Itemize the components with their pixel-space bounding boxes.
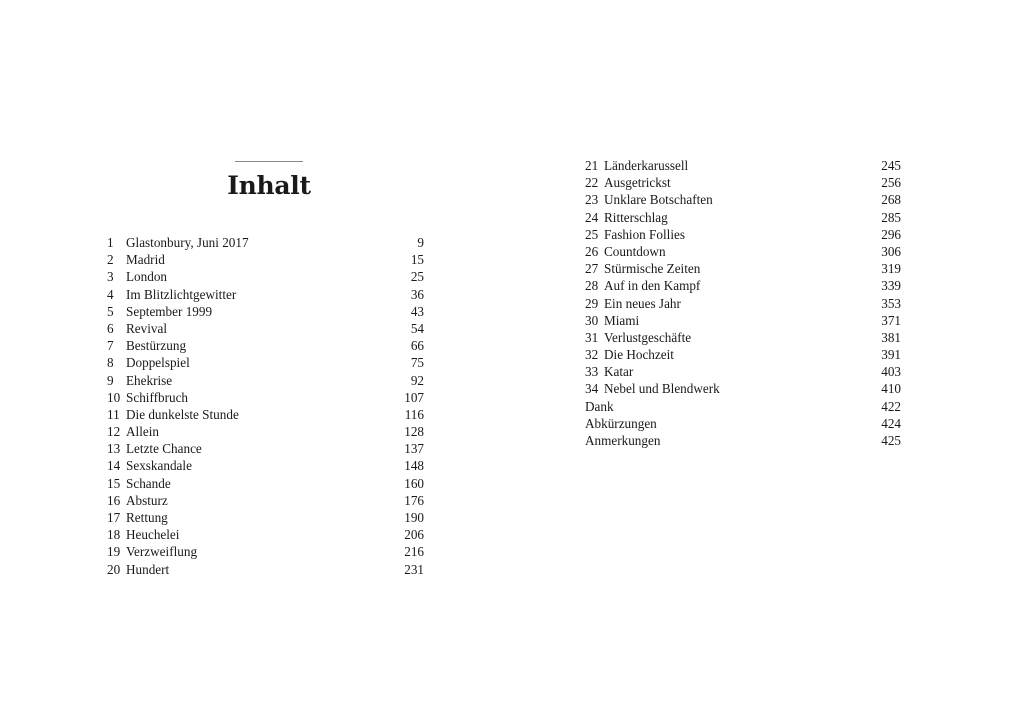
toc-chapter-title: Abkürzungen [585,415,657,431]
toc-page-number: 148 [404,458,424,474]
toc-chapter-title: Schiffbruch [126,389,189,405]
toc-entry [107,440,424,457]
toc-entry [107,389,424,406]
toc-page-number: 128 [404,424,424,440]
toc-list-right [585,157,901,449]
toc-entry [107,286,424,303]
toc-page-number: 381 [881,329,901,345]
toc-page-number: 256 [881,175,901,191]
toc-page-number: 410 [881,381,901,397]
toc-page-number: 231 [404,561,424,577]
toc-chapter-number: 28 [585,278,599,294]
toc-chapter-number: 20 [107,561,121,577]
toc-page-number: 54 [410,320,424,336]
toc-entry [107,337,424,354]
toc-chapter-title: Sexskandale [126,458,192,474]
toc-page-number: 425 [881,433,901,448]
toc-entry [585,415,901,432]
toc-page-number: 424 [881,415,901,431]
toc-entry [585,398,901,415]
toc-entry [107,475,424,492]
toc-chapter-title: Letzte Chance [126,441,202,457]
toc-page-number: 422 [881,398,901,414]
toc-page-number: 306 [881,243,901,259]
toc-page-number: 75 [410,355,424,371]
toc-chapter-number: 14 [107,458,121,474]
toc-chapter-number: 5 [107,303,114,319]
toc-chapter-number: 1 [107,235,114,250]
toc-chapter-number: 22 [585,175,599,191]
toc-chapter-title: Doppelspiel [126,355,190,371]
toc-page-number: 176 [404,492,424,508]
toc-chapter-number: 24 [585,209,599,225]
toc-page-number: 92 [410,372,424,388]
right-page [510,0,1020,721]
toc-chapter-title: Die dunkelste Stunde [126,406,239,422]
toc-chapter-title: Auf in den Kampf [604,278,701,294]
toc-chapter-number: 32 [585,347,599,363]
toc-chapter-title: Dank [585,398,614,414]
toc-page-number: 371 [881,312,901,328]
toc-page-number: 268 [881,192,901,208]
toc-entry [107,457,424,474]
toc-entry [107,234,424,251]
toc-page-number: 66 [410,338,424,354]
toc-chapter-number: 18 [107,527,121,543]
toc-page-number: 9 [417,235,424,250]
toc-chapter-title: Schande [126,475,171,491]
toc-chapter-number: 11 [107,406,120,422]
toc-chapter-title: Miami [604,312,640,328]
toc-chapter-number: 25 [585,226,599,242]
toc-chapter-title: Die Hochzeit [604,347,674,363]
toc-chapter-number: 16 [107,492,121,508]
toc-page-number: 285 [881,209,901,225]
toc-chapter-title: Fashion Follies [604,226,685,242]
toc-chapter-title: Verlustgeschäfte [604,329,692,345]
toc-chapter-number: 10 [107,389,121,405]
toc-entry [107,406,424,423]
toc-chapter-title: Unklare Botschaften [604,192,713,208]
toc-page-number: 319 [881,261,901,277]
toc-page-number: 43 [410,303,424,319]
toc-entry [107,423,424,440]
toc-chapter-title: Verzweiflung [126,544,198,560]
toc-chapter-title: Hundert [126,561,170,577]
toc-entry [107,354,424,371]
toc-entry [585,363,901,380]
toc-chapter-number: 34 [585,381,599,397]
toc-entry [585,346,901,363]
toc-chapter-number: 17 [107,510,121,525]
toc-entry [107,268,424,285]
toc-chapter-number: 7 [107,338,114,354]
toc-chapter-title: Katar [604,364,634,380]
toc-chapter-title: September 1999 [126,303,213,319]
toc-chapter-title: Nebel und Blendwerk [604,381,720,397]
toc-entry [585,243,901,260]
toc-chapter-title: Ritterschlag [604,209,668,225]
toc-chapter-number: 33 [585,364,599,380]
toc-page-number: 403 [881,364,901,380]
toc-chapter-number: 26 [585,243,599,259]
toc-chapter-title: Bestürzung [126,338,187,354]
toc-page-number: 339 [881,278,901,294]
toc-chapter-number: 4 [107,286,114,302]
toc-page-number: 160 [404,475,424,491]
toc-entry [107,509,424,526]
toc-entry [107,251,424,268]
toc-entry [585,174,901,191]
toc-chapter-title: Ehekrise [126,372,173,388]
toc-entry [585,380,901,397]
toc-chapter-number: 21 [585,158,599,173]
toc-chapter-number: 13 [107,441,121,457]
toc-chapter-title: Countdown [604,243,666,259]
toc-entry [107,543,424,560]
toc-chapter-title: Revival [126,320,168,336]
toc-entry [107,320,424,337]
toc-page-number: 15 [410,252,424,268]
toc-chapter-number: 15 [107,475,121,491]
toc-entry [585,260,901,277]
toc-chapter-number: 3 [107,269,114,285]
toc-page-number: 107 [404,389,424,405]
toc-chapter-title: Ein neues Jahr [604,295,681,311]
toc-page-number: 36 [410,286,424,302]
toc-chapter-title: Rettung [126,510,168,525]
toc-chapter-number: 8 [107,355,114,371]
toc-chapter-title: Madrid [126,252,165,268]
toc-list-left [107,234,424,578]
toc-chapter-title: Allein [126,424,159,440]
toc-entry [585,277,901,294]
toc-page-number: 391 [881,347,901,363]
toc-entry [585,157,901,174]
toc-chapter-number: 12 [107,424,121,440]
toc-page-number: 190 [404,510,424,525]
toc-page-number: 216 [404,544,424,560]
toc-page-number: 245 [881,158,901,173]
toc-entry [107,372,424,389]
toc-page-number: 25 [410,269,424,285]
toc-chapter-title: Länderkarussell [604,158,689,173]
toc-page-number: 116 [404,406,424,422]
toc-chapter-title: London [126,269,168,285]
toc-entry [107,561,424,578]
toc-entry [585,226,901,243]
toc-chapter-title: Anmerkungen [585,433,661,448]
toc-entry [585,329,901,346]
toc-entry [107,492,424,509]
toc-entry [107,303,424,320]
toc-entry [107,526,424,543]
toc-chapter-number: 6 [107,320,114,336]
toc-chapter-title: Im Blitzlichtgewitter [126,286,237,302]
toc-chapter-title: Stürmische Zeiten [604,261,701,277]
toc-chapter-title: Glastonbury, Juni 2017 [126,235,249,250]
toc-chapter-number: 23 [585,192,599,208]
toc-page-number: 137 [404,441,424,457]
toc-page-number: 296 [881,226,901,242]
toc-page-number: 353 [881,295,901,311]
page-title: Inhalt [227,171,311,200]
toc-chapter-number: 19 [107,544,121,560]
toc-entry [585,312,901,329]
title-rule [235,161,303,162]
toc-chapter-number: 30 [585,312,599,328]
toc-chapter-title: Ausgetrickst [604,175,671,191]
toc-entry [585,432,901,449]
toc-entry [585,209,901,226]
toc-chapter-number: 2 [107,252,114,268]
toc-chapter-number: 31 [585,329,599,345]
toc-chapter-number: 29 [585,295,599,311]
toc-chapter-number: 9 [107,372,114,388]
toc-chapter-title: Heuchelei [126,527,180,543]
toc-page-number: 206 [404,527,424,543]
toc-chapter-number: 27 [585,261,599,277]
toc-entry [585,191,901,208]
toc-entry [585,295,901,312]
toc-chapter-title: Absturz [126,492,168,508]
